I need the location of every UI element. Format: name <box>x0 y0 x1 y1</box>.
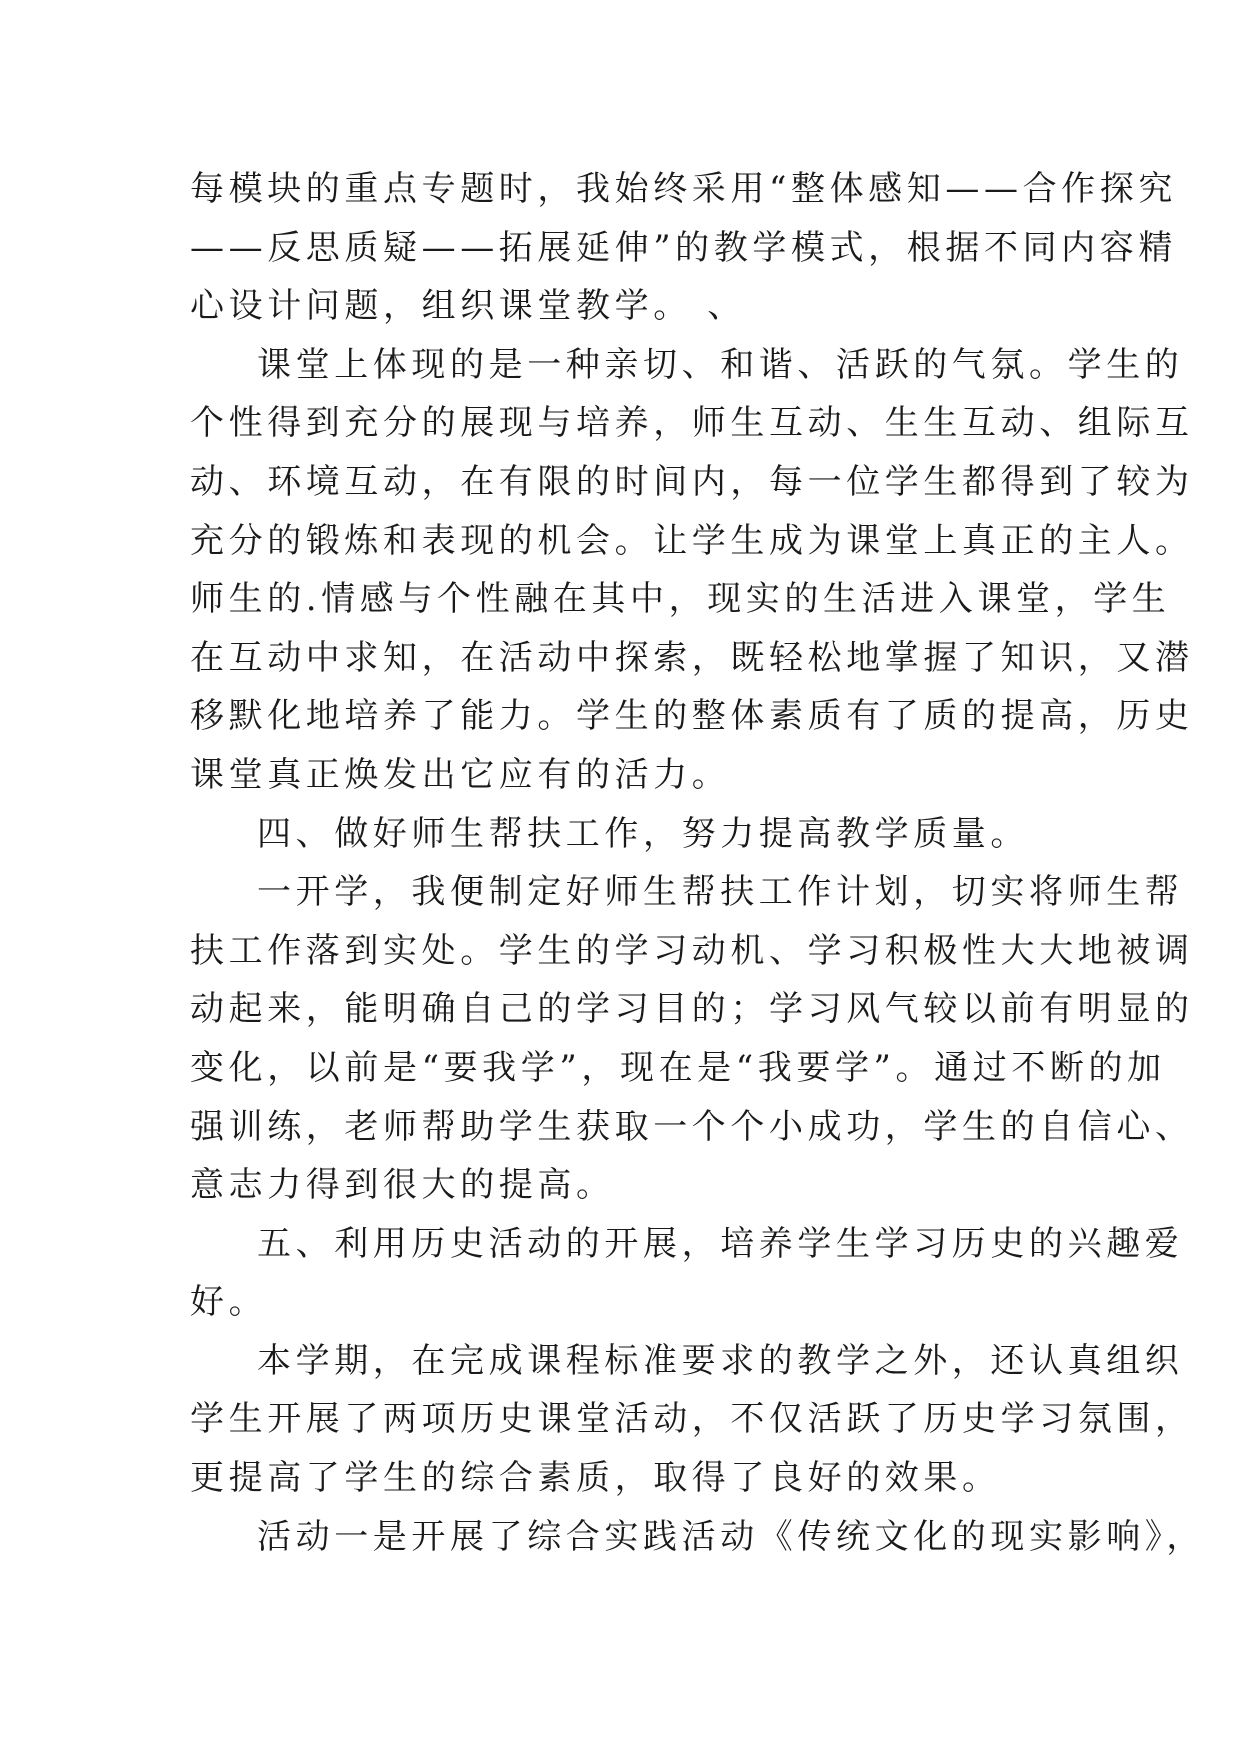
paragraph-start-line: 课堂上体现的是一种亲切、和谐、活跃的气氛。学生的 <box>257 344 1184 385</box>
section-heading: 五、利用历史活动的开展，培养学生学习历史的兴趣爱 <box>257 1223 1184 1264</box>
paragraph-start-line: 本学期，在完成课程标准要求的教学之外，还认真组织 <box>257 1340 1184 1381</box>
section-heading: 四、做好师生帮扶工作，努力提高教学质量。 <box>257 813 1029 854</box>
text-line: 扶工作落到实处。学生的学习动机、学习积极性大大地被调 <box>190 930 1194 971</box>
text-line: 课堂真正焕发出它应有的活力。 <box>190 754 731 795</box>
text-line: ——反思质疑——拓展延伸”的教学模式，根据不同内容精 <box>190 227 1177 268</box>
paragraph-start-line: 一开学，我便制定好师生帮扶工作计划，切实将师生帮 <box>257 872 1184 913</box>
text-line: 好。 <box>190 1282 268 1323</box>
text-line: 移默化地培养了能力。学生的整体素质有了质的提高，历史 <box>190 696 1194 737</box>
text-line: 每模块的重点专题时，我始终采用“整体感知——合作探究 <box>190 169 1177 209</box>
text-line: 心设计问题，组织课堂教学。 、 <box>190 286 746 327</box>
text-line: 动、环境互动，在有限的时间内，每一位学生都得到了较为 <box>190 461 1194 502</box>
text-line: 更提高了学生的综合素质，取得了良好的效果。 <box>190 1458 1001 1499</box>
text-line: 动起来，能明确自己的学习目的；学习风气较以前有明显的 <box>190 989 1194 1030</box>
text-line: 强训练，老师帮助学生获取一个个小成功，学生的自信心、 <box>190 1106 1194 1147</box>
body-text <box>190 160 1205 1566</box>
text-line: 个性得到充分的展现与培养，师生互动、生生互动、组际互 <box>190 403 1194 444</box>
text-line: 充分的锻炼和表现的机会。让学生成为课堂上真正的主人。 <box>190 520 1194 561</box>
text-line: 变化，以前是“要我学”，现在是“我要学”。通过不断的加 <box>190 1047 1166 1088</box>
text-line: 师生的.情感与个性融在其中，现实的生活进入课堂，学生 <box>190 579 1171 620</box>
text-line: 在互动中求知，在活动中探索，既轻松地掌握了知识，又潜 <box>190 637 1194 678</box>
paragraph-start-line: 活动一是开展了综合实践活动《传统文化的现实影响》， <box>257 1516 1205 1557</box>
text-line: 学生开展了两项历史课堂活动，不仅活跃了历史学习氛围， <box>190 1399 1194 1440</box>
text-line: 意志力得到很大的提高。 <box>190 1165 615 1206</box>
